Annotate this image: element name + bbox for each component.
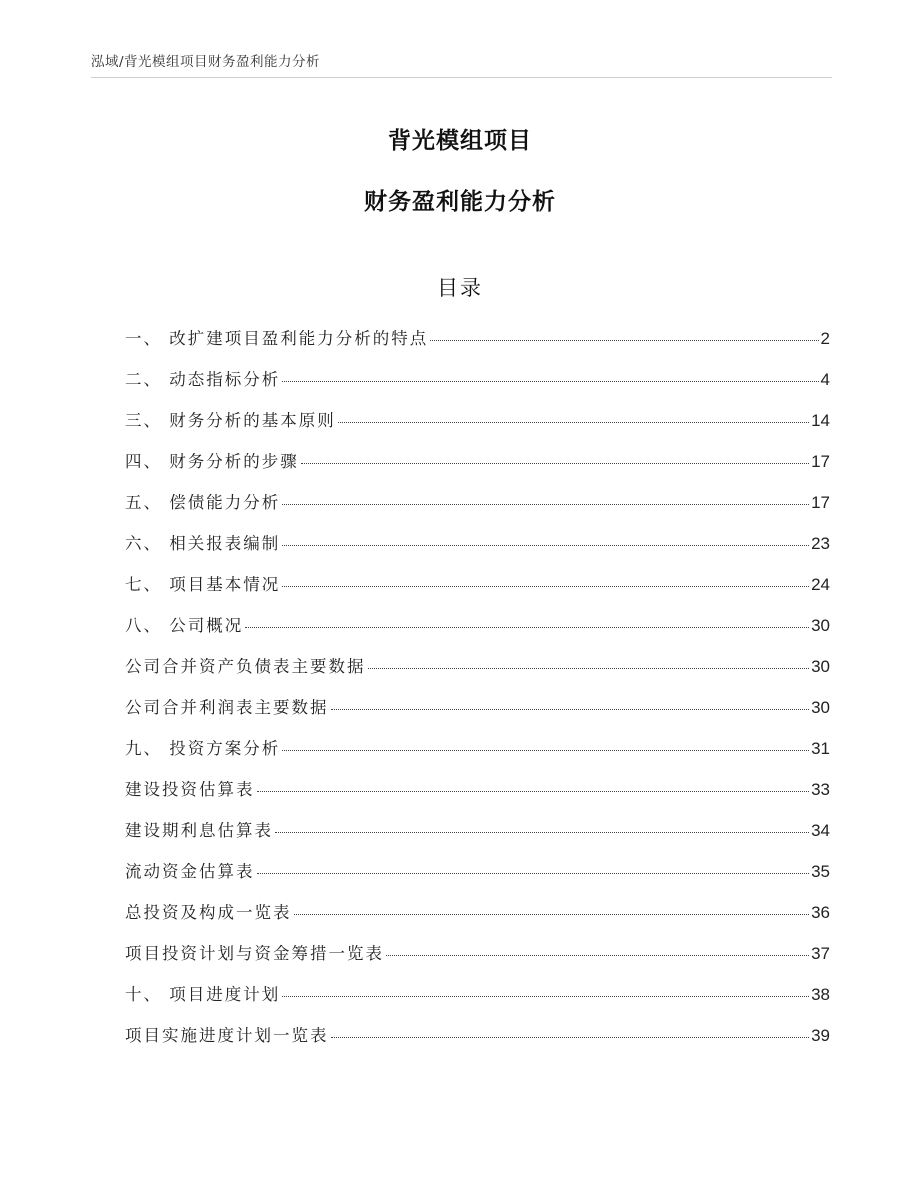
- toc-entry[interactable]: [125, 407, 830, 448]
- toc-entry[interactable]: [125, 735, 830, 776]
- toc-entry-page: 36: [811, 903, 830, 922]
- toc-entry-label: 三、 财务分析的基本原则: [125, 411, 336, 430]
- toc-dot-leader: [282, 381, 818, 382]
- toc-entry[interactable]: [125, 571, 830, 612]
- toc-dot-leader: [430, 340, 818, 341]
- toc-entry-page: 17: [811, 493, 830, 512]
- toc-dot-leader: [245, 627, 809, 628]
- toc-entry-label: 八、 公司概况: [125, 616, 244, 635]
- toc-dot-leader: [282, 750, 809, 751]
- toc-dot-leader: [294, 914, 810, 915]
- toc-entry[interactable]: [125, 325, 830, 366]
- toc-entry-page: 35: [811, 862, 830, 881]
- toc-entry-label: 四、 财务分析的步骤: [125, 452, 299, 471]
- toc-entry[interactable]: [125, 489, 830, 530]
- toc-entry[interactable]: [125, 940, 830, 981]
- toc-entry-label: 总投资及构成一览表: [125, 903, 292, 922]
- toc-entry[interactable]: [125, 776, 830, 817]
- toc-entry-label: 五、 偿债能力分析: [125, 493, 281, 512]
- toc-entry-label: 二、 动态指标分析: [125, 370, 281, 389]
- toc-entry[interactable]: [125, 858, 830, 899]
- toc-entry[interactable]: [125, 1022, 830, 1063]
- toc-entry[interactable]: [125, 817, 830, 858]
- toc-dot-leader: [368, 668, 810, 669]
- toc-dot-leader: [282, 586, 809, 587]
- toc-entry-page: 38: [811, 985, 830, 1004]
- toc-entry-label: 建设投资估算表: [125, 780, 255, 799]
- toc-dot-leader: [338, 422, 809, 423]
- toc-entry-label: 十、 项目进度计划: [125, 985, 281, 1004]
- toc-entry-page: 30: [811, 657, 830, 676]
- toc-dot-leader: [331, 1037, 810, 1038]
- toc-dot-leader: [282, 996, 809, 997]
- table-of-contents: [125, 325, 830, 1063]
- toc-entry-page: 14: [811, 411, 830, 430]
- toc-dot-leader: [331, 709, 810, 710]
- toc-entry-page: 4: [820, 370, 830, 389]
- document-title-line1: 背光模组项目: [388, 128, 532, 154]
- running-header: 泓域/背光模组项目财务盈利能力分析: [91, 54, 321, 70]
- toc-dot-leader: [282, 545, 809, 546]
- toc-entry[interactable]: [125, 899, 830, 940]
- toc-entry-label: 一、 改扩建项目盈利能力分析的特点: [125, 329, 429, 348]
- toc-entry[interactable]: [125, 653, 830, 694]
- toc-entry[interactable]: [125, 981, 830, 1022]
- toc-entry-label: 公司合并资产负债表主要数据: [125, 657, 366, 676]
- toc-entry-page: 39: [811, 1026, 830, 1045]
- toc-entry-page: 24: [811, 575, 830, 594]
- toc-dot-leader: [301, 463, 809, 464]
- toc-entry[interactable]: [125, 366, 830, 407]
- toc-entry-label: 七、 项目基本情况: [125, 575, 281, 594]
- toc-dot-leader: [257, 873, 810, 874]
- toc-entry-label: 六、 相关报表编制: [125, 534, 281, 553]
- toc-entry-label: 九、 投资方案分析: [125, 739, 281, 758]
- toc-entry[interactable]: [125, 694, 830, 735]
- toc-entry-label: 流动资金估算表: [125, 862, 255, 881]
- toc-entry-page: 30: [811, 616, 830, 635]
- toc-entry[interactable]: [125, 530, 830, 571]
- toc-entry-label: 项目实施进度计划一览表: [125, 1026, 329, 1045]
- toc-dot-leader: [275, 832, 809, 833]
- toc-entry-page: 2: [820, 329, 830, 348]
- toc-entry-page: 23: [811, 534, 830, 553]
- document-title-line2: 财务盈利能力分析: [364, 189, 556, 215]
- toc-dot-leader: [257, 791, 810, 792]
- toc-dot-leader: [386, 955, 809, 956]
- toc-entry-page: 17: [811, 452, 830, 471]
- toc-entry-page: 37: [811, 944, 830, 963]
- toc-entry-label: 建设期利息估算表: [125, 821, 273, 840]
- toc-entry-page: 30: [811, 698, 830, 717]
- toc-heading: 目录: [437, 276, 483, 300]
- toc-entry-label: 项目投资计划与资金筹措一览表: [125, 944, 384, 963]
- toc-entry-page: 33: [811, 780, 830, 799]
- toc-entry-label: 公司合并利润表主要数据: [125, 698, 329, 717]
- toc-entry-page: 31: [811, 739, 830, 758]
- header-divider: [91, 77, 832, 78]
- toc-entry-page: 34: [811, 821, 830, 840]
- toc-entry[interactable]: [125, 448, 830, 489]
- toc-entry[interactable]: [125, 612, 830, 653]
- toc-dot-leader: [282, 504, 809, 505]
